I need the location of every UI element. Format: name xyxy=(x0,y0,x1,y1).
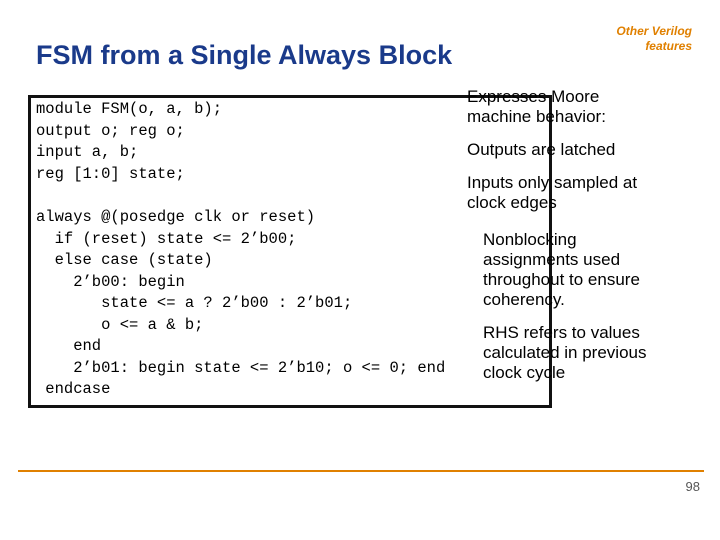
note-rhs-values xyxy=(483,323,646,383)
code-always-block: always @(posedge clk or reset) if (reset) state <= 2’b00; else case (state) 2’b00: begin state <= a ? 2’b00 : 2’b01; o <= a & b; end 2’b01: begin state <= 2’b10; o <= 0; end endcase xyxy=(36,208,446,398)
slide-title: FSM from a Single Always Block xyxy=(36,40,453,70)
footer-rule xyxy=(18,470,704,472)
note-line: assignments used xyxy=(483,250,621,269)
section-label-line-1: Other Verilog xyxy=(616,24,692,38)
page-number: 98 xyxy=(685,479,700,494)
note-nonblocking xyxy=(483,230,640,310)
note-line: RHS refers to values xyxy=(483,323,640,342)
note-line: Inputs only sampled at xyxy=(467,173,638,192)
note-line: Nonblocking xyxy=(483,230,577,249)
note-line: machine behavior: xyxy=(467,107,606,126)
note-line: Outputs are latched xyxy=(467,140,616,159)
note-inputs-sampled xyxy=(467,173,637,213)
section-label xyxy=(582,24,692,54)
section-label-line-2: features xyxy=(645,39,692,53)
note-line: coherency. xyxy=(483,290,565,309)
note-line: Expresses Moore xyxy=(467,87,600,106)
note-line: calculated in previous xyxy=(483,343,647,362)
note-moore-behavior xyxy=(467,87,606,127)
note-line: clock cycle xyxy=(483,363,566,382)
note-line: clock edges xyxy=(467,193,557,212)
code-declarations: module FSM(o, a, b); output o; reg o; input a, b; reg [1:0] state; xyxy=(36,100,223,183)
note-line: throughout to ensure xyxy=(483,270,640,289)
note-outputs-latched xyxy=(467,140,615,160)
